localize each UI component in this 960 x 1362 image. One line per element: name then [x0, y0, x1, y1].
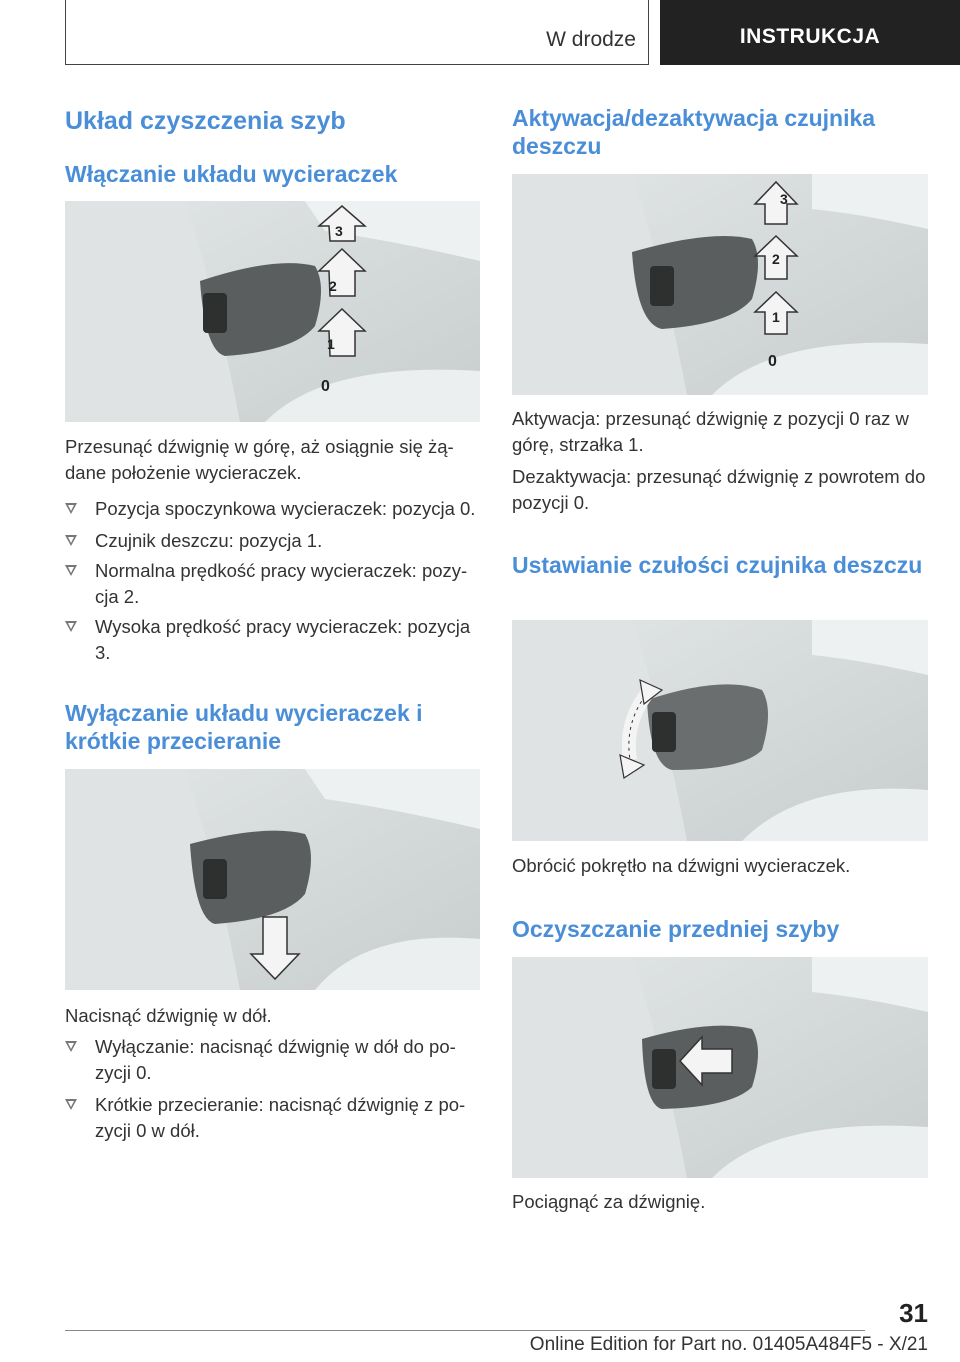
- figure-label-3: 3: [780, 191, 788, 207]
- paragraph-lever-pull: Pociągnąć za dźwignię.: [512, 1191, 706, 1212]
- paragraph-wiper-off: Nacisnąć dźwignię w dół.: [65, 1005, 272, 1026]
- list-item: Pozycja spoczynkowa wycieraczek: pozycja 0.: [65, 496, 480, 522]
- heading-rain-sensor: Aktywacja/dezaktywacja czujnika deszczu: [512, 105, 876, 159]
- bullet-triangle-icon: [65, 535, 77, 546]
- figure-lever-pull: [512, 957, 928, 1178]
- heading-windscreen-clean: Oczyszczanie przedniej szyby: [512, 916, 840, 942]
- list-item: Czujnik deszczu: pozycja 1.: [65, 528, 480, 554]
- bullet-triangle-icon: [65, 1041, 77, 1052]
- figure-label-0: 0: [321, 378, 330, 395]
- figure-label-1: 1: [327, 336, 335, 352]
- bullet-triangle-icon: [65, 565, 77, 576]
- footer-edition: Online Edition for Part no. 01405A484F5 - X/21: [529, 1334, 928, 1355]
- figure-label-0: 0: [768, 353, 777, 370]
- list-item: Normalna prędkość pracy wycieraczek: pozy-cja 2.: [65, 558, 480, 610]
- header-right-rule: [648, 0, 649, 65]
- header-left-rule: [65, 0, 66, 65]
- header-chapter-tab: INSTRUKCJA: [660, 0, 960, 65]
- paragraph-rain-activate: Aktywacja: przesunąć dźwignię z pozycji 0 raz w górę, strzałka 1.: [512, 408, 909, 455]
- bullet-triangle-icon: [65, 1099, 77, 1110]
- page-title: Układ czyszczenia szyb: [65, 107, 346, 135]
- list-item: Krótkie przecieranie: nacisnąć dźwignię z po-zycji 0 w dół.: [65, 1092, 480, 1144]
- figure-label-2: 2: [772, 251, 780, 267]
- header-bottom-rule: [65, 64, 649, 65]
- paragraph-rain-deactivate: Dezaktywacja: przesunąć dźwignię z powrotem do pozycji 0.: [512, 466, 926, 513]
- figure-wiper-lever-down: [65, 769, 480, 990]
- heading-wiper-on: Włączanie układu wycieraczek: [65, 161, 398, 187]
- bullet-triangle-icon: [65, 621, 77, 632]
- paragraph-wiper-on: Przesunąć dźwignię w górę, aż osiągnie się żą-dane położenie wycieraczek.: [65, 436, 454, 483]
- figure-rain-sensor: [512, 174, 928, 395]
- list-item: Wyłączanie: nacisnąć dźwignię w dół do po-zycji 0.: [65, 1034, 480, 1086]
- figure-wiper-lever-up: [65, 201, 480, 422]
- list-item: Wysoka prędkość pracy wycieraczek: pozycja 3.: [65, 614, 480, 666]
- bullet-triangle-icon: [65, 503, 77, 514]
- footer-rule: [65, 1330, 865, 1331]
- page-number: 31: [899, 1298, 928, 1328]
- figure-label-3: 3: [335, 223, 343, 239]
- paragraph-sensitivity: Obrócić pokrętło na dźwigni wycieraczek.: [512, 855, 851, 876]
- figure-sensitivity-dial: [512, 620, 928, 841]
- figure-label-2: 2: [329, 278, 337, 294]
- heading-wiper-off: Wyłączanie układu wycieraczek i krótkie przecieranie: [65, 700, 423, 754]
- header-section-label: W drodze: [546, 28, 636, 51]
- figure-label-1: 1: [772, 309, 780, 325]
- heading-sensitivity: Ustawianie czułości czujnika deszczu: [512, 552, 923, 578]
